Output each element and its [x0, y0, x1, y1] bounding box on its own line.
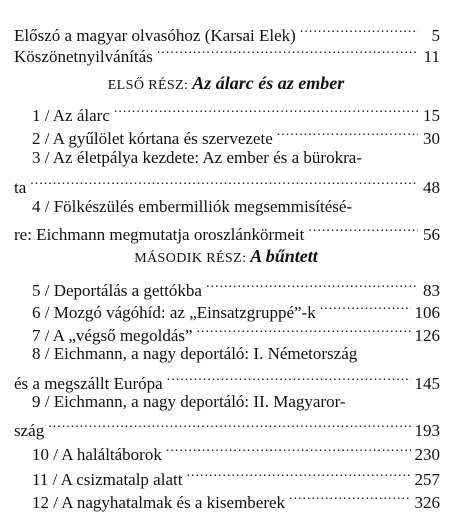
- dot-leader: [157, 38, 418, 62]
- toc-entry-chapter-6: [32, 294, 440, 322]
- entry-title: 2 / A gyűlölet kórtana és szervezete: [32, 129, 273, 148]
- entry-page: 106: [414, 303, 440, 322]
- toc-entry-chapter-9-line1: [32, 390, 440, 414]
- toc-entry-chapter-12: [32, 484, 440, 512]
- entry-title: 9 / Eichmann, a nagy deportáló: II. Magyaror-: [32, 392, 346, 411]
- entry-title-continued: ta: [14, 178, 27, 197]
- entry-page: 15: [423, 106, 440, 125]
- dot-leader: [197, 317, 411, 341]
- dot-leader: [289, 484, 410, 508]
- entry-page: 30: [423, 129, 440, 148]
- entry-title: 1 / Az álarc: [32, 106, 110, 125]
- part-title: Az álarc és az ember: [192, 73, 345, 93]
- entry-title: 4 / Fölkészülés embermilliók megsemmisítésé-: [32, 197, 353, 216]
- toc-entry-acknowledgements: [14, 38, 440, 66]
- toc-entry-chapter-4-line2: [14, 216, 440, 244]
- toc-entry-chapter-1: [32, 97, 440, 125]
- dot-leader: [308, 216, 418, 240]
- part-heading-2: [0, 243, 452, 269]
- entry-page: 5: [431, 26, 440, 45]
- entry-title: 6 / Mozgó vágóhíd: az „Einsatzgruppé”-k: [32, 303, 316, 322]
- dot-leader: [48, 412, 410, 436]
- entry-page: 326: [414, 493, 440, 512]
- entry-page: 56: [423, 225, 440, 244]
- entry-title: Köszönetnyilvánítás: [14, 47, 153, 66]
- entry-title-continued: és a megszállt Európa: [14, 374, 163, 393]
- entry-page: 126: [414, 326, 440, 345]
- part-title: A bűntett: [250, 246, 318, 266]
- entry-title: 7 / A „végső megoldás”: [32, 326, 193, 345]
- entry-page: 193: [414, 421, 440, 440]
- dot-leader: [277, 120, 418, 144]
- entry-page: 48: [423, 178, 440, 197]
- toc-entry-chapter-3-line1: [32, 146, 440, 170]
- entry-page: 257: [414, 470, 440, 489]
- entry-page: 83: [423, 281, 440, 300]
- entry-title: 10 / A haláltáborok: [32, 445, 162, 464]
- toc-entry-chapter-2: [32, 120, 440, 148]
- entry-title: 5 / Deportálás a gettókba: [32, 281, 202, 300]
- part-heading-1: [0, 70, 452, 96]
- toc-entry-chapter-8-line1: [32, 342, 440, 366]
- entry-title-continued: re: Eichmann megmutatja oroszlánkörmeit: [14, 225, 305, 244]
- dot-leader: [186, 461, 410, 485]
- toc-entry-chapter-11: [32, 461, 440, 489]
- entry-page: 230: [414, 445, 440, 464]
- entry-page: 11: [423, 47, 440, 66]
- part-label: ELSŐ RÉSZ:: [107, 78, 189, 93]
- toc-entry-chapter-7: [32, 317, 440, 345]
- part-label: MÁSODIK RÉSZ:: [134, 251, 247, 266]
- entry-title: 8 / Eichmann, a nagy deportáló: I. Németország: [32, 344, 358, 363]
- dot-leader: [167, 365, 411, 389]
- entry-title: 11 / A csizmatalp alatt: [32, 470, 183, 489]
- entry-title: 12 / A nagyhatalmak és a kisemberek: [32, 493, 286, 512]
- toc-entry-chapter-10: [32, 436, 440, 464]
- dot-leader: [114, 97, 418, 121]
- dot-leader: [206, 272, 418, 296]
- entry-title: Előszó a magyar olvasóhoz (Karsai Elek): [14, 26, 296, 45]
- toc-entry-chapter-8-line2: [14, 365, 440, 393]
- entry-title-continued: szág: [14, 421, 45, 440]
- toc-entry-chapter-9-line2: [14, 412, 440, 440]
- toc-entry-chapter-3-line2: [14, 169, 440, 197]
- dot-leader: [30, 169, 418, 193]
- toc-entry-chapter-5: [32, 272, 440, 300]
- dot-leader: [320, 294, 411, 318]
- entry-page: 145: [414, 374, 440, 393]
- dot-leader: [166, 436, 411, 460]
- entry-title: 3 / Az életpálya kezdete: Az ember és a bürokra-: [32, 148, 362, 167]
